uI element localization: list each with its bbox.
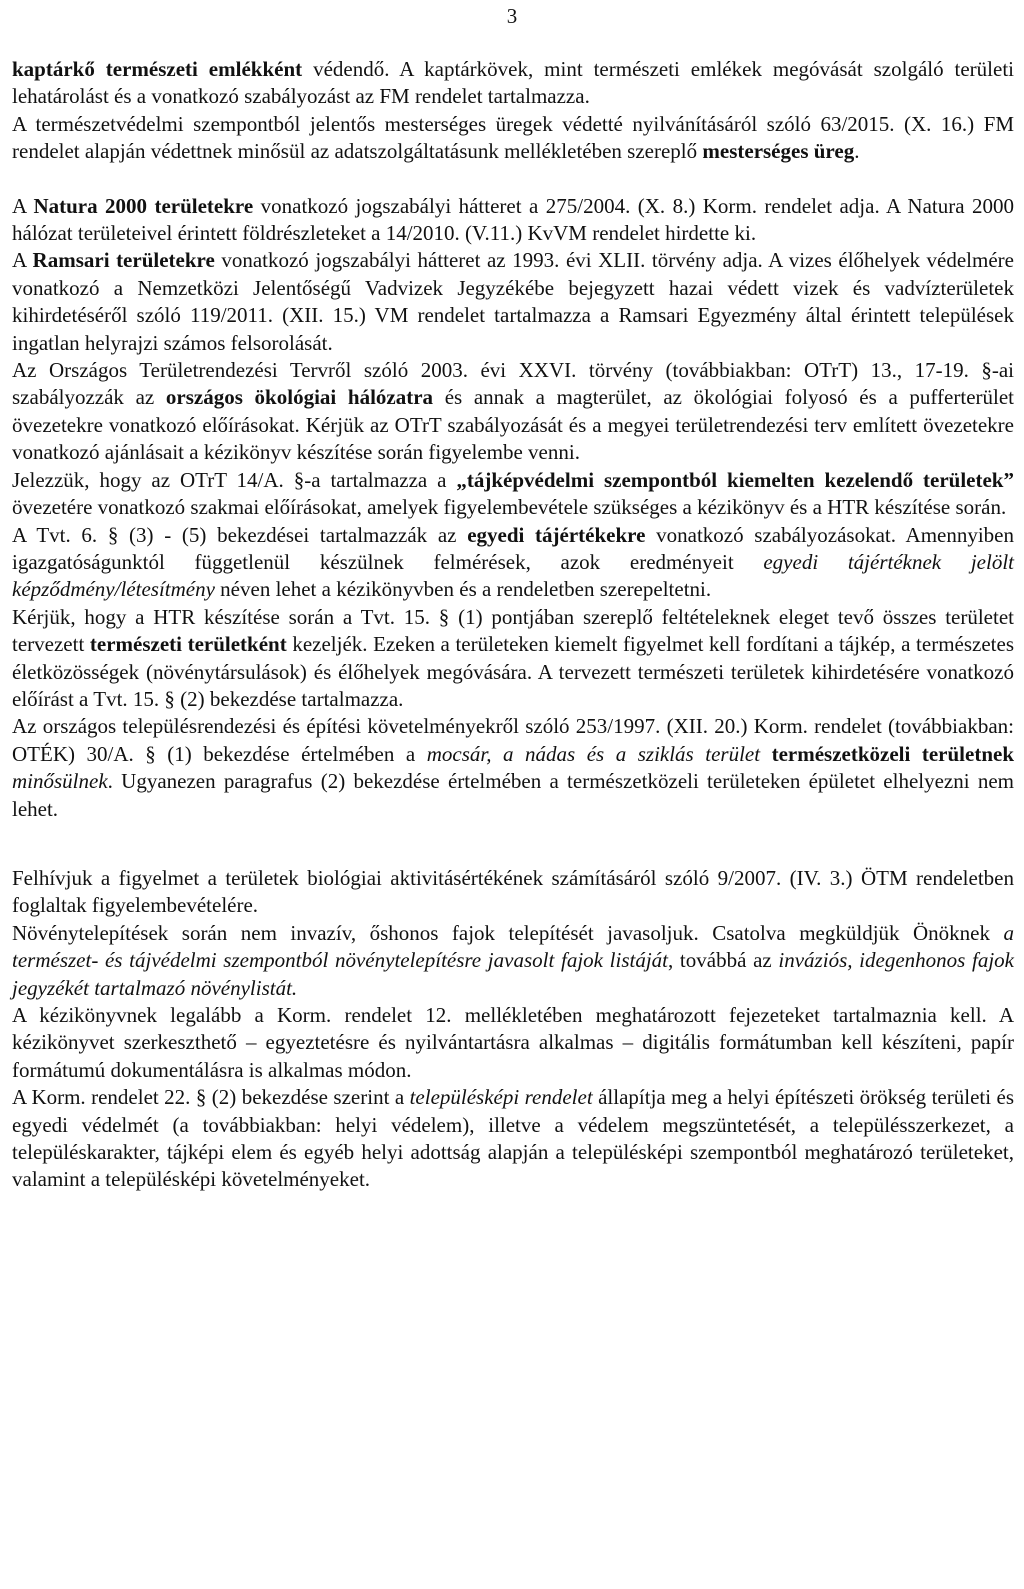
bold-text: kaptárkő természeti emlékként xyxy=(12,57,303,81)
paragraph xyxy=(12,1084,1014,1194)
paragraph xyxy=(12,467,1014,522)
bold-text: „tájképvédelmi szempontból kiemelten kezelendő területek” xyxy=(456,467,1014,492)
italic-text: a természet- és tájvédelmi szempontból növénytelepítésre javasolt fajok listáját xyxy=(12,920,1014,973)
paragraph xyxy=(12,247,1014,357)
italic-text: inváziós, idegenhonos fajok jegyzékét tartalmazó növénylistát. xyxy=(12,948,1014,1000)
text-run: Felhívjuk a figyelmet a területek biológiai aktivitásértékének számításáról szóló 9/2007. (IV. 3.) ÖTM rendeletben foglaltak figyelembevételére. xyxy=(12,865,1014,918)
bold-text: természeti területként xyxy=(89,632,287,657)
text-run: övezetére vonatkozó szakmai előírásokat, amelyek figyelembevétele szükséges a kézikönyv és a HTR készítése során. xyxy=(12,495,1007,520)
text-run: védendő. A kaptárkövek, mint természeti emlékek megóvását szolgáló területi lehatárolást és a vonatkozó szabályozást az FM rendelet tartalmazza. xyxy=(12,57,1015,109)
text-run: A xyxy=(12,248,33,273)
text-run: és annak a magterület, az ökológiai folyosó és a pufferterület övezetekre vonatkozó előírásokat. Kérjük az OTrT szabályozását és a megyei területrendezési terv említett övezetekre vonatkozó ajánlásait a kézikönyv készítése során figyelembe venni. xyxy=(12,385,1014,465)
text-run: Jelezzük, hogy az OTrT 14/A. §-a tartalmazza a xyxy=(12,467,457,492)
text-run: állapítja meg a helyi építészeti örökség területi és egyedi védelmét (a továbbiakban: helyi védelem), illetve a védelem megszüntetését, a településszerkezet, a településkarakter, tájképi elem és egyéb helyi adottság alapján a településképi szempontból meghatározó területeket, valamint a településképi követelményeket. xyxy=(12,1085,1014,1192)
text-run: Az Országos Területrendezési Tervről szóló 2003. évi XXVI. törvény (továbbiakban: OTrT) 13., 17-19. §-ai szabályozzák az xyxy=(12,358,1014,410)
text-run: . Ugyanezen paragrafus (2) bekezdése értelmében a természetközeli területeken épületet elhelyezni nem lehet. xyxy=(12,769,1014,821)
text-run: vonatkozó jogszabályi hátteret a 275/2004. (X. 8.) Korm. rendelet adja. A Natura 2000 hálózat területeivel érintett földrészleteket a 14/2010. (V.11.) KvVM rendelet hirdette ki. xyxy=(12,193,1014,246)
paragraph xyxy=(12,713,1014,823)
paragraph xyxy=(12,920,1014,1002)
paragraph xyxy=(12,56,1014,111)
text-run: Növénytelepítések során nem invazív, őshonos fajok telepítését javasoljuk. Csatolva megküldjük Önöknek xyxy=(12,920,1004,945)
text-run: vonatkozó szabályozásokat. Amennyiben igazgatóságunktól függetlenül készülnek felmérések, azok eredményeit xyxy=(12,522,1014,574)
bold-text: országos ökológiai hálózatra xyxy=(165,385,434,410)
text-run: néven lehet a kézikönyvben és a rendeletben szerepeltetni. xyxy=(214,577,712,602)
text-run: A Tvt. 6. § (3) - (5) bekezdései tartalmazzák az xyxy=(12,522,468,547)
bold-text: egyedi tájértékekre xyxy=(467,522,646,547)
text-run: . xyxy=(854,139,860,164)
document-body xyxy=(12,56,1014,1194)
text-run xyxy=(760,742,772,766)
paragraph xyxy=(12,111,1014,166)
paragraph xyxy=(12,865,1014,920)
text-run: A természetvédelmi szempontból jelentős mesterséges üregek védetté nyilvánításáról szóló 63/2015. (X. 16.) FM rendelet alapján védettnek minősül az adatszolgáltatásunk mellékletében szereplő xyxy=(12,111,1014,164)
text-run: A xyxy=(12,193,34,218)
bold-text: természetközeli területnek xyxy=(771,741,1015,766)
italic-text: egyedi tájértéknek jelölt képződmény/létesítmény xyxy=(12,549,1014,602)
text-run: Kérjük, hogy a HTR készítése során a Tvt. 15. § (1) pontjában szereplő feltételeknek eleget tevő összes területet tervezett xyxy=(12,604,1014,657)
text-run: , továbbá az xyxy=(668,948,779,973)
text-run: Az országos településrendezési és építési követelményekről szóló 253/1997. (XII. 20.) Korm. rendelet (továbbiakban: OTÉK) 30/A. § (1) bekezdése értelmében a xyxy=(12,714,1014,766)
text-run: vonatkozó jogszabályi hátteret az 1993. évi XLII. törvény adja. A vizes élőhelyek védelmére vonatkozó a Nemzetközi Jelentőségű Vadvizek Jegyzékébe bejegyzett hazai védett vizek és vadvízterületek kihirdetéséről szóló 119/2011. (XII. 15.) VM rendelet tartalmazza a Ramsari Egyezmény által érintett települések ingatlan helyrajzi számos felsorolását. xyxy=(12,248,1014,355)
page-number: 3 xyxy=(506,4,518,28)
bold-text: Ramsari területekre xyxy=(32,248,215,273)
paragraph xyxy=(12,522,1014,604)
paragraph xyxy=(12,1002,1014,1084)
text-run: A kézikönyvnek legalább a Korm. rendelet 12. mellékletében meghatározott fejezeteket tartalmaznia kell. A kézikönyvet szerkeszthető – egyeztetésre és nyilvántartásra alkalmas – digitális formátumban kell készíteni, papír formátumú dokumentálásra is alkalmas módon. xyxy=(12,1003,1014,1082)
italic-text: mocsár, a nádas és a sziklás terület xyxy=(426,741,761,766)
paragraph xyxy=(12,604,1014,714)
text-run: A Korm. rendelet 22. § (2) bekezdése szerint a xyxy=(12,1085,410,1110)
italic-text: településképi rendelet xyxy=(409,1085,593,1110)
italic-text: minősülnek xyxy=(12,769,108,794)
paragraph xyxy=(12,357,1014,467)
text-run: kezeljék. Ezeken a területeken kiemelt figyelmet kell fordítani a tájkép, a természetes életközösségek (növénytársulások) és élőhelyek megóvására. A tervezett természeti területek kihirdetésére vonatkozó előírást a Tvt. 15. § (2) bekezdése tartalmazza. xyxy=(12,632,1014,711)
bold-text: Natura 2000 területekre xyxy=(33,193,254,218)
paragraph xyxy=(12,193,1014,248)
bold-text: mesterséges üreg xyxy=(702,139,855,164)
